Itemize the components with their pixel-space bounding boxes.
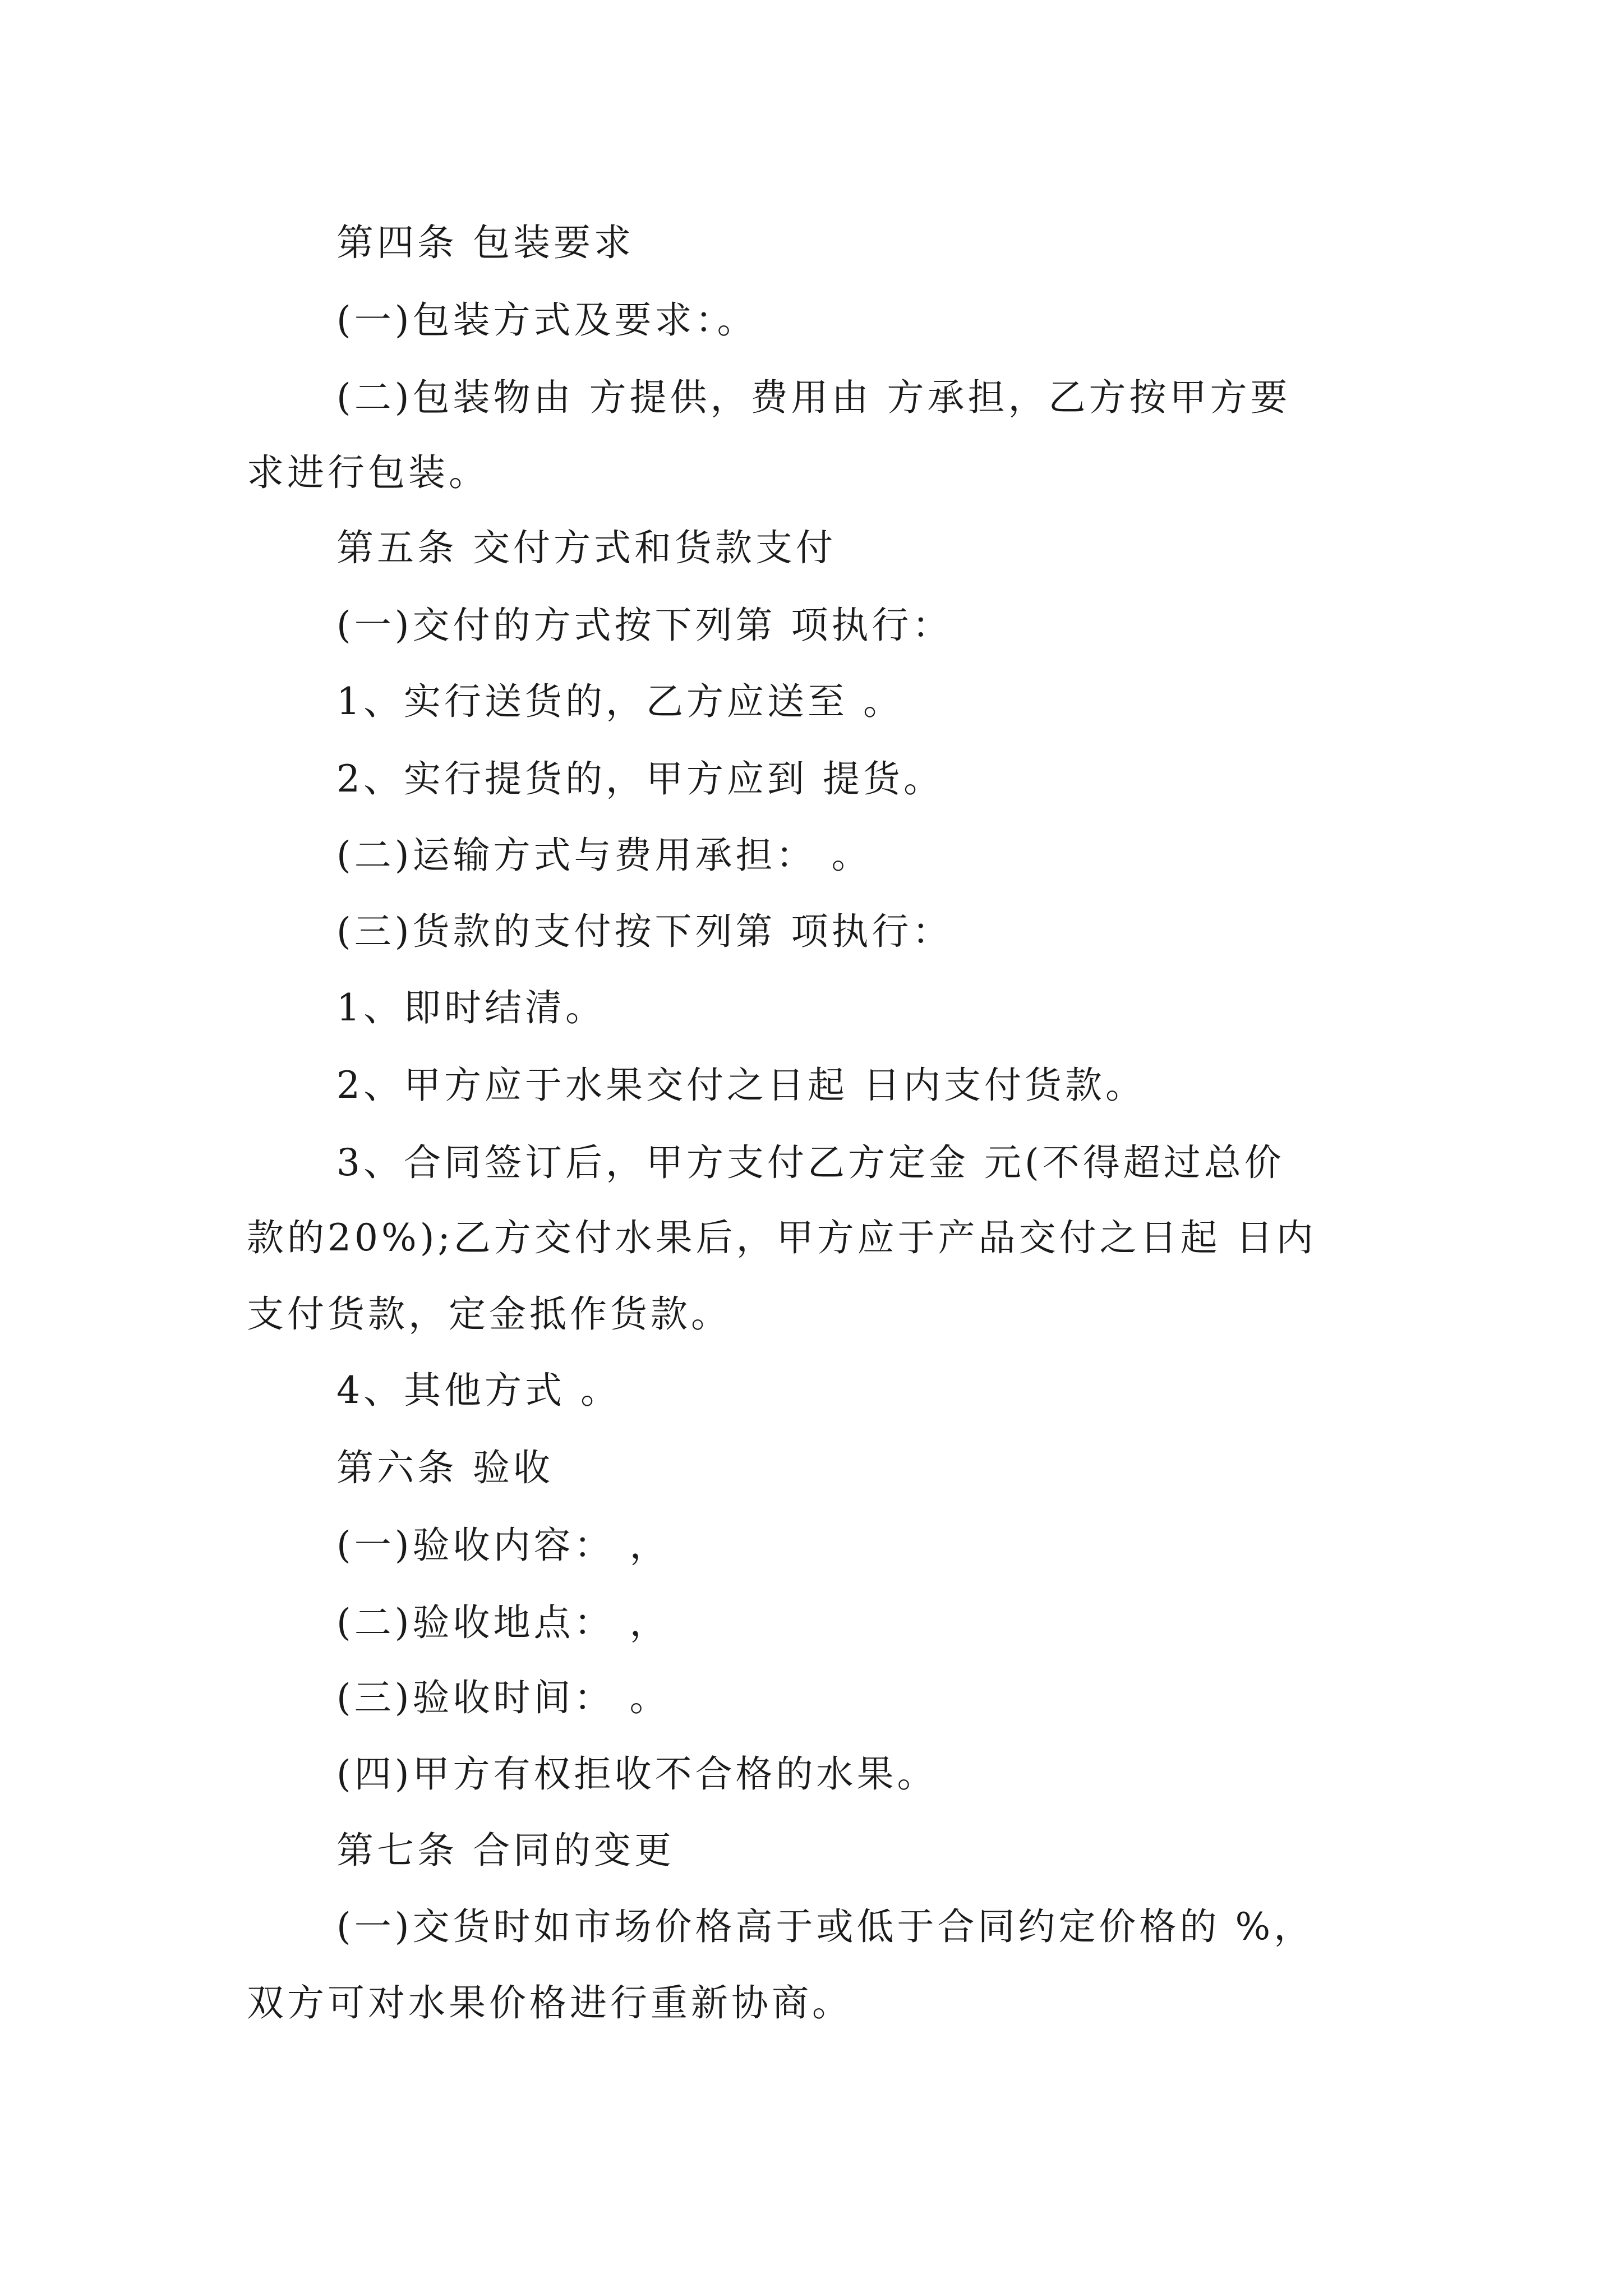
paragraph-line: 1、即时结清。 bbox=[336, 986, 606, 1029]
paragraph-line: (二)包装物由 方提供，费用由 方承担，乙方按甲方要 bbox=[336, 376, 1291, 419]
paragraph-line: 3、合同签订后，甲方支付乙方定金 元(不得超过总价 bbox=[336, 1141, 1285, 1184]
paragraph-line: 4、其他方式 。 bbox=[336, 1369, 621, 1412]
paragraph-line: (一)包装方式及要求：。 bbox=[336, 298, 758, 342]
paragraph-line: (四)甲方有权拒收不合格的水果。 bbox=[336, 1752, 938, 1796]
paragraph-line: 2、实行提货的，甲方应到 提货。 bbox=[336, 757, 944, 800]
paragraph-line: (一)交货时如市场价格高于或低于合同约定价格的 %， bbox=[336, 1905, 1315, 1948]
paragraph-line: 2、甲方应于水果交付之日起 日内支付货款。 bbox=[336, 1064, 1146, 1107]
article-6-heading: 第六条 验收 bbox=[336, 1446, 554, 1489]
article-7-heading: 第七条 合同的变更 bbox=[336, 1829, 675, 1872]
paragraph-line: 求进行包装。 bbox=[247, 451, 489, 494]
paragraph-line: (三)货款的支付按下列第 项执行： bbox=[336, 910, 953, 953]
paragraph-line: (三)验收时间： 。 bbox=[336, 1676, 670, 1719]
paragraph-line: (一)交付的方式按下列第 项执行： bbox=[336, 604, 953, 647]
paragraph-line: (二)运输方式与费用承担： 。 bbox=[336, 834, 872, 877]
paragraph-line: 1、实行送货的，乙方应送至 。 bbox=[336, 680, 903, 723]
paragraph-line: 款的20%);乙方交付水果后，甲方应于产品交付之日起 日内 bbox=[247, 1216, 1317, 1259]
article-4-heading: 第四条 包装要求 bbox=[336, 221, 634, 264]
paragraph-line: 双方可对水果价格进行重新协商。 bbox=[247, 1981, 852, 2024]
article-5-heading: 第五条 交付方式和货款支付 bbox=[336, 526, 836, 569]
paragraph-line: (一)验收内容： ， bbox=[336, 1524, 670, 1567]
paragraph-line: (二)验收地点： ， bbox=[336, 1601, 670, 1644]
paragraph-line: 支付货款，定金抵作货款。 bbox=[247, 1292, 731, 1336]
